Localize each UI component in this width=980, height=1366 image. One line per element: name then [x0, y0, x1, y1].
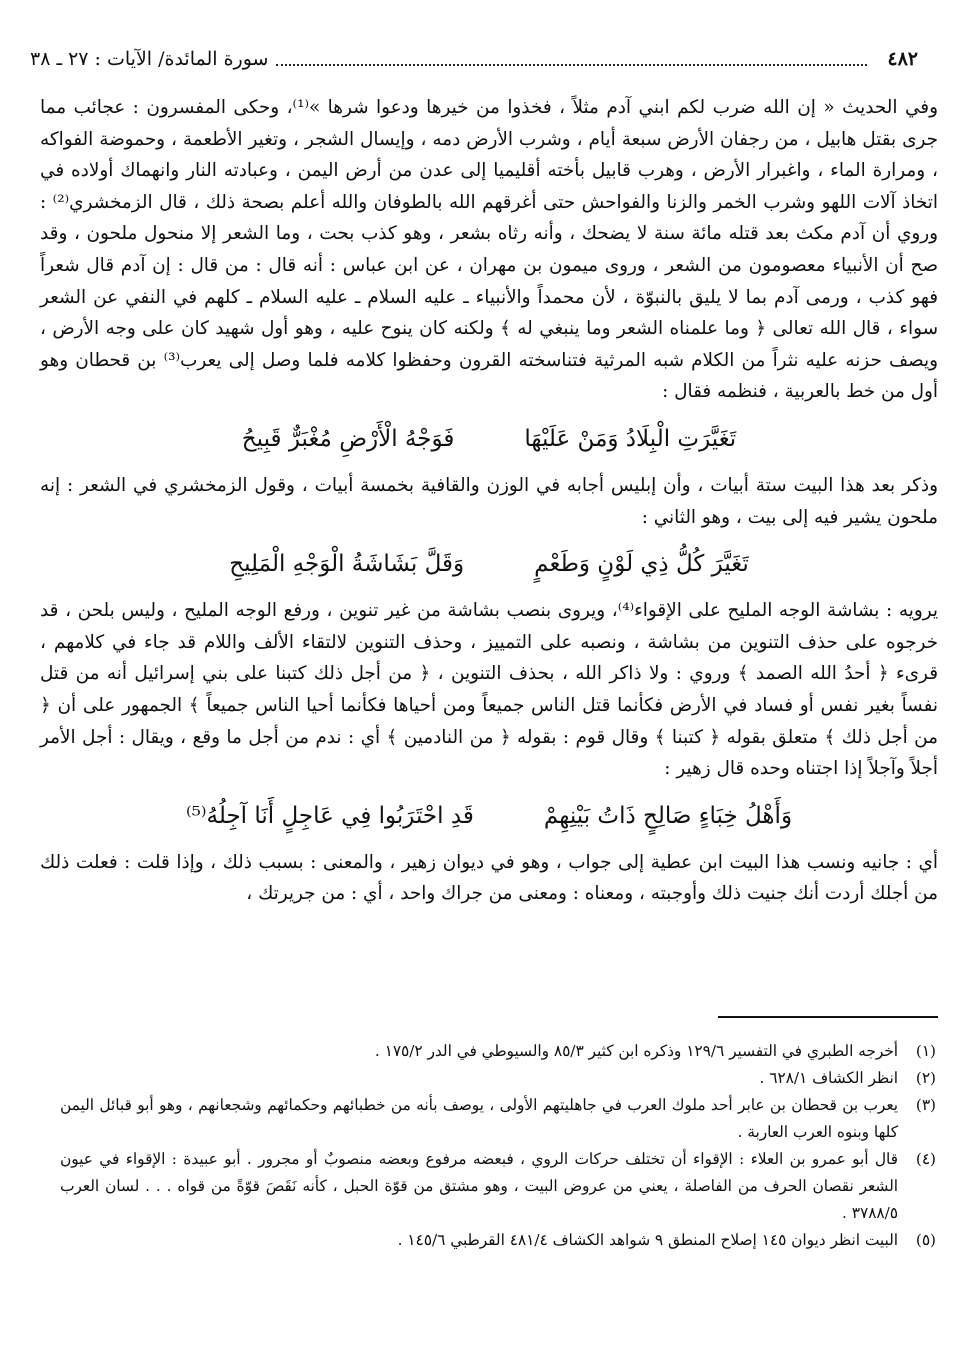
paragraph-3: يرويه : بشاشة الوجه المليح على الإقواء⁽⁴⁾، ويروى بنصب بشاشة من غير تنوين ، ورفع الوجه المليح ، وليس بلحن ، قد خرجوه على حذف التنوين من بشاشة ، ونصبه على التمييز ، وحذف التنوين لالتقاء الألف واللام قد جاء في كلامهم ، قرىء ﴿ أحدُ الله الصمد ﴾ وروي : ولا ذاكر الله ، بحذف التنوين ، ﴿ من أجل ذلك كتبنا على بني إسرائيل أنه من قتل نفساً بغير نفس أو فساد في الأرض فكأنما قتل الناس جميعاً ومن أحياها فكأنما أحيا الناس جميعاً ﴾ الجمهور على أن ﴿ من أجل ذلك ﴾ متعلق بقوله ﴿ كتبنا ﴾ وقال قوم : بقوله ﴿ من النادمين ﴾ أي : ندم من أجل ما وقع ، ويقال : أجل الأمر أجلاً وآجلاً إذا اجتناه وحده قال زهير : — [40, 600, 938, 780]
verse-1 — [40, 424, 938, 454]
footnote-number: (٢) — [915, 1069, 936, 1087]
section-title: سورة المائدة/ الآيات : ٢٧ ـ ٣٨ — [30, 48, 269, 70]
footnotes — [60, 1038, 936, 1254]
dotted-leader — [276, 64, 867, 66]
footnote-2 — [60, 1065, 936, 1092]
footnote-number: (٣) — [915, 1096, 936, 1114]
verse-3 — [40, 801, 938, 831]
page-header — [30, 42, 918, 76]
footnote-4 — [60, 1146, 936, 1227]
footnote-3 — [60, 1092, 936, 1146]
footnote-text: انظر الكشاف ٦٢٨/١ . — [759, 1069, 898, 1087]
paragraph-1: وفي الحديث « إن الله ضرب لكم ابني آدم مثلاً ، فخذوا من خيرها ودعوا شرها »⁽¹⁾، وحكى المفسرون : عجائب مما جرى بقتل هابيل ، من رجفان الأرض سبعة أيام ، وشرب الأرض دمه ، وإيسال الشجر ، وتغير الأطعمة ، وحموضة الفواكه ، ومرارة الماء ، واغبرار الأرض ، وهرب قابيل بأخته أقليميا إلى عدن من أرض اليمن ، وعبادته النار وانهماك أولاده في اتخاذ آلات اللهو وشرب الخمر والزنا والفواحش حتى أغرقهم الله بالطوفان والله أعلم بصحة ذلك ، قال الزمخشري⁽²⁾ : وروي أن آدم مكث بعد قتله مائة سنة لا يضحك ، وأنه رثاه بشعر ، وهو كذب بحت ، وما الشعر إلا منحول ملحون ، وقد صح أن الأنبياء معصومون من الشعر ، وروى ميمون بن مهران ، عن ابن عباس : أنه قال : من قال : إن آدم قال شعراً فهو كذب ، ورمى آدم بما لا يليق بالنبوّة ، لأن محمداً والأنبياء ـ عليه السلام ـ عليه السلام ـ كلهم في النفي عن الشعر سواء ، قال الله تعالى ﴿ وما علمناه الشعر وما ينبغي له ﴾ ولكنه كان ينوح عليه ، وهو أول شهيد كان على وجه الأرض ، ويصف حزنه عليه نثراً من الكلام شبه المرثية فتناسخته القرون وحفظوا كلامه فلما وصل إلى يعرب⁽³⁾ بن قحطان وهو أول من خط بالعربية ، فنظمه فقال : — [40, 97, 938, 403]
footnote-number: (١) — [915, 1042, 936, 1060]
verse-2-second-hemistich: وَقَلَّ بَشَاشَةُ الْوَجْهِ الْمَلِيحِ — [229, 551, 465, 578]
footnote-text: البيت انظر ديوان ١٤٥ إصلاح المنطق ٩ شواهد الكشاف ٤٨١/٤ القرطبي ١٤٥/٦ . — [397, 1231, 898, 1249]
page-number: ٤٨٢ — [887, 48, 918, 70]
footnote-1 — [60, 1038, 936, 1065]
paragraph-2: وذكر بعد هذا البيت ستة أبيات ، وأن إبليس أجابه في الوزن والقافية بخمسة أبيات ، وقول الزمخشري في الشعر : إنه ملحون يشير فيه إلى بيت ، وهو الثاني : — [40, 474, 938, 528]
footnote-number: (٥) — [915, 1231, 936, 1249]
verse-1-first-hemistich: تَغَيَّرَتِ الْبِلَادُ وَمَنْ عَلَيْهَا — [524, 425, 737, 452]
verse-1-second-hemistich: فَوَجْهُ الْأَرْضِ مُغْبَرٌّ قَبِيحُ — [241, 425, 455, 452]
main-text — [40, 92, 938, 910]
footnote-text: يعرب بن قحطان بن عابر أحد ملوك العرب في جاهليتهم الأولى ، يوصف بأنه من خطبائهم وحكمائهم وشجعانهم ، وهو أبو قبائل اليمن كلها وبنوه العرب العاربة . — [60, 1096, 898, 1141]
verse-3-first-hemistich: وَأَهْلُ خِبَاءٍ صَالِحٍ ذَاتُ بَيْنِهِمْ — [543, 802, 793, 829]
verse-2 — [40, 549, 938, 579]
footnote-text: قال أبو عمرو بن العلاء : الإقواء أن تختلف حركات الروي ، فبعضه مرفوع وبعضه منصوبٌ أو مجرور . أبو عبيدة : الإقواء في عيون الشعر نقصان الحرف من الفاصلة ، يعني من عروض البيت ، وهو مشتق من قوّة الحبل ، كأنه نَقَصَ قوّةً من قواه . . . لسان العرب ٣٧٨٨/٥ . — [60, 1150, 898, 1222]
paragraph-4: أي : جانيه ونسب هذا البيت ابن عطية إلى جواب ، وهو في ديوان زهير ، والمعنى : بسبب ذلك ، وإذا قلت : فعلت ذلك من أجلك أردت أنك جنيت ذلك وأوجبته ، ومعناه : ومعنى من جراك واحد ، أي : من جريرتك ، — [40, 851, 938, 905]
footnote-number: (٤) — [915, 1150, 936, 1168]
footnote-separator — [718, 1016, 938, 1018]
verse-2-first-hemistich: تَغَيَّرَ كُلُّ ذِي لَوْنٍ وَطَعْمٍ — [534, 551, 749, 578]
footnote-text: أخرجه الطبري في التفسير ١٢٩/٦ وذكره ابن كثير ٨٥/٣ والسيوطي في الدر ١٧٥/٢ . — [374, 1042, 898, 1060]
footnote-5 — [60, 1227, 936, 1254]
verse-3-second-hemistich: قَدِ احْتَرَبُوا فِي عَاجِلٍ أَنَا آجِلُهُ⁽⁵⁾ — [185, 802, 474, 829]
